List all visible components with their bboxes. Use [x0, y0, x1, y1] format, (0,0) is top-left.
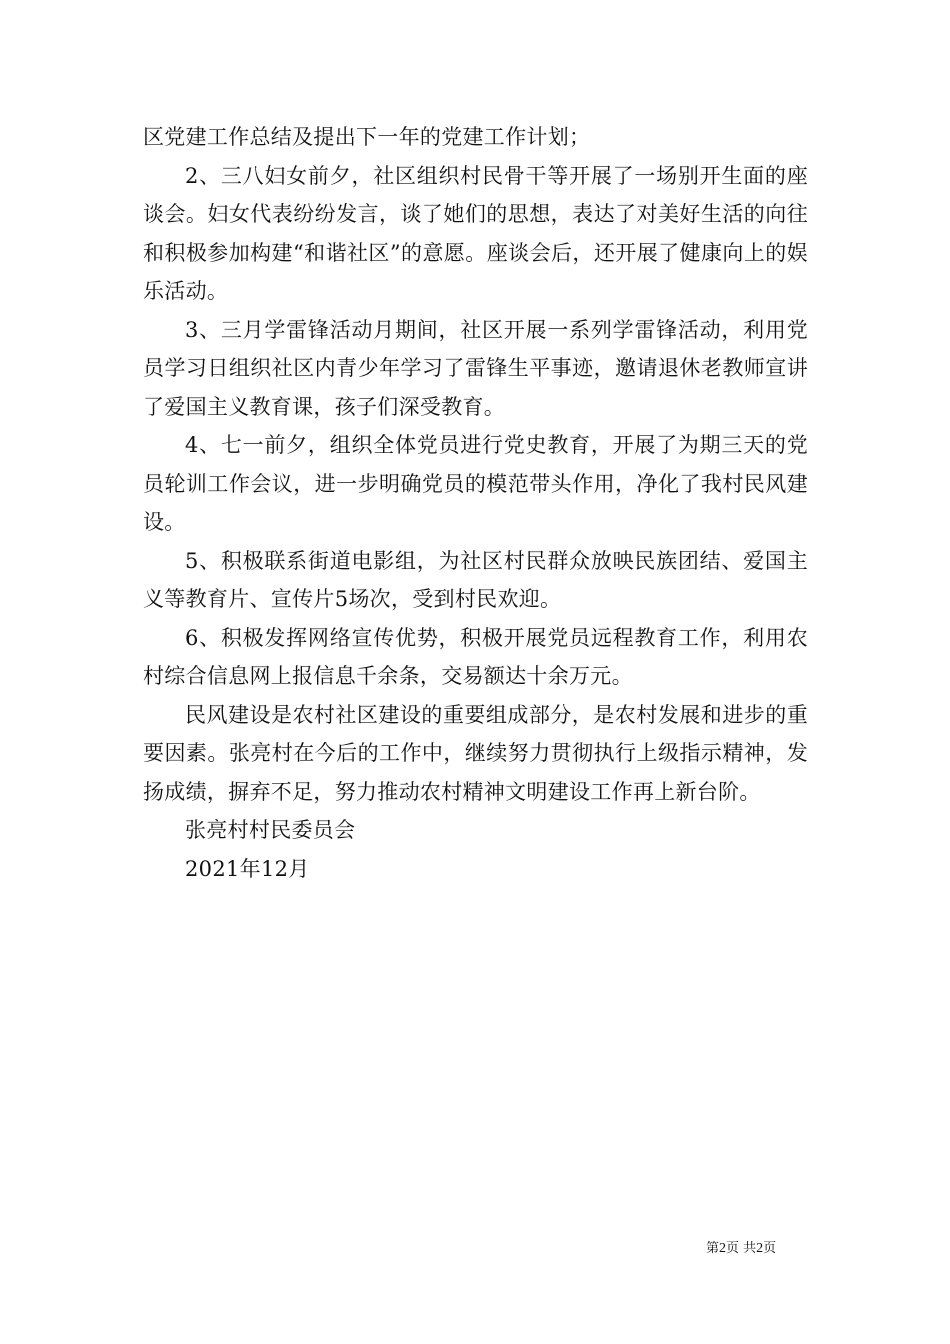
paragraph-item-2: 2、三八妇女前夕，社区组织村民骨干等开展了一场别开生面的座谈会。妇女代表纷纷发言，谈了她们的思想，表达了对美好生活的向往和积极参加构建“和谐社区”的意愿。座谈会后，还开展了健康向上的娱乐活动。 — [143, 163, 808, 303]
footer-current-page: 2 — [719, 1241, 727, 1256]
page-number-footer — [706, 1240, 776, 1258]
paragraph-item-6: 6、积极发挥网络宣传优势，积极开展党员远程教育工作，利用农村综合信息网上报信息千余条，交易额达十余万元。 — [143, 625, 808, 688]
signature-organization: 张亮村村民委员会 — [185, 818, 356, 842]
paragraph-item-3: 3、三月学雷锋活动月期间，社区开展一系列学雷锋活动，利用党员学习日组织社区内青少年学习了雷锋生平事迹，邀请退休老教师宣讲了爱国主义教育课，孩子们深受教育。 — [143, 317, 808, 419]
paragraph-item-4: 4、七一前夕，组织全体党员进行党史教育，开展了为期三天的党员轮训工作会议，进一步明确党员的模范带头作用，净化了我村民风建设。 — [143, 433, 808, 534]
paragraph-continued: 区党建工作总结及提出下一年的党建工作计划； — [143, 125, 591, 149]
paragraph-item-5: 5、积极联系街道电影组，为社区村民群众放映民族团结、爱国主义等教育片、宣传片5场次，受到村民欢迎。 — [143, 548, 808, 611]
footer-total-pages: 2 — [756, 1241, 764, 1256]
document-body — [143, 118, 808, 888]
footer-prefix: 第 — [706, 1241, 720, 1256]
signature-date: 2021年12月 — [185, 856, 310, 881]
footer-suffix: 页 — [763, 1241, 777, 1256]
paragraph-conclusion: 民风建设是农村社区建设的重要组成部分，是农村发展和进步的重要因素。张亮村在今后的工作中，继续努力贯彻执行上级指示精神，发扬成绩，摒弃不足，努力推动农村精神文明建设工作再上新台阶。 — [143, 702, 808, 804]
footer-middle: 页 共 — [726, 1241, 757, 1256]
